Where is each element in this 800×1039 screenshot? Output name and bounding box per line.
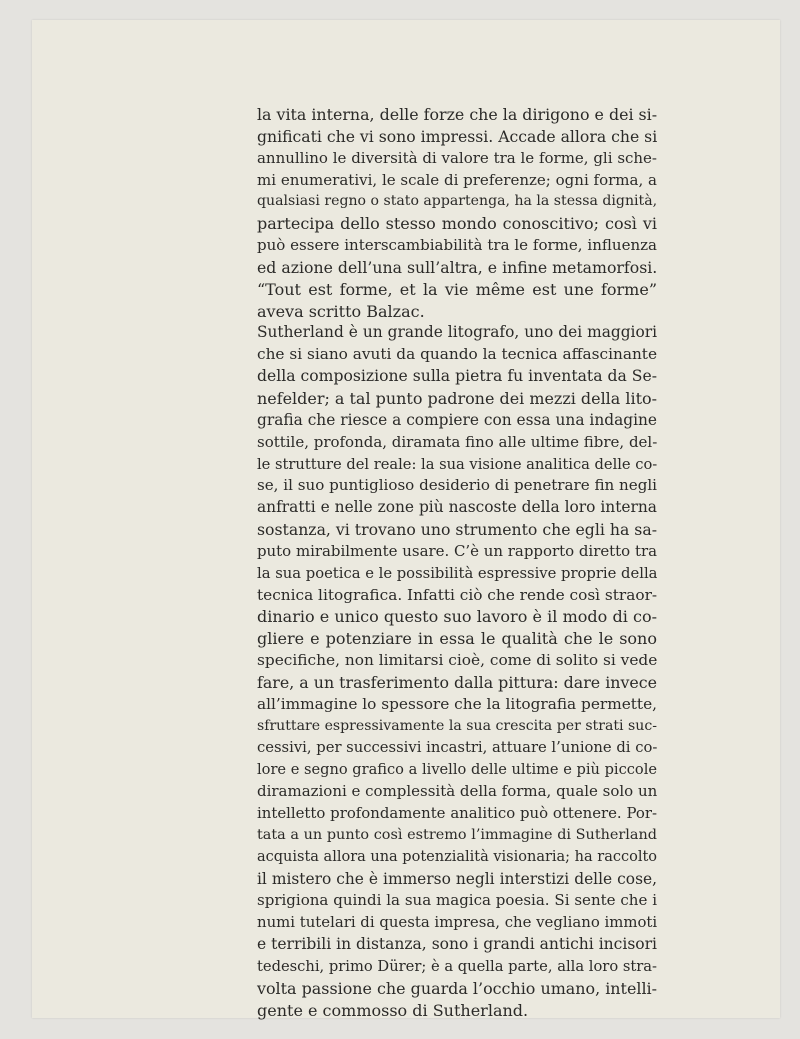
text-line: specifiche, non limitarsi cioè, come di solito si vede	[257, 651, 658, 670]
text-line: dinario e unico questo suo lavoro è il modo di co-	[257, 607, 657, 627]
text-line: tedeschi, primo Dürer; è a quella parte, alla loro stra-	[257, 957, 657, 975]
text-line: gente e commosso di Sutherland.	[257, 1000, 529, 1020]
text-line: e terribili in distanza, sono i grandi antichi incisori	[257, 935, 657, 954]
text-line: sprigiona quindi la sua magica poesia. Si sente che i	[257, 891, 657, 910]
text-line: “Tout est forme, et la vie même est une forme”	[257, 279, 657, 299]
text-line: se, il suo puntiglioso desiderio di penetrare fin negli	[257, 476, 657, 495]
text-line: all’immagine lo spessore che la litografia permette,	[257, 694, 657, 713]
text-line: tata a un punto così estremo l’immagine di Sutherland	[257, 826, 657, 843]
text-line: mi enumerativi, le scale di preferenze; ogni forma, a	[257, 170, 657, 189]
text-line: sostanza, vi trovano uno strumento che egli ha sa-	[257, 520, 658, 540]
text-line: annullino le diversità di valore tra le forme, gli sche-	[257, 148, 657, 167]
text-line: diramazioni e complessità della forma, quale solo un	[257, 782, 658, 801]
text-line: lore e segno grafico a livello delle ultime e più piccole	[257, 761, 657, 779]
text-line: ed azione dell’una sull’altra, e infine metamorfosi.	[257, 257, 658, 277]
text-line: tecnica litografica. Infatti ciò che rende così straor-	[257, 585, 658, 604]
paper-sheet	[32, 20, 780, 1018]
text-line: nefelder; a tal punto padrone dei mezzi della lito-	[257, 388, 657, 408]
text-line: Sutherland è un grande litografo, uno dei maggiori	[257, 323, 657, 342]
text-line: anfratti e nelle zone più nascoste della loro interna	[257, 498, 657, 517]
text-line: grafia che riesce a compiere con essa una indagine	[257, 410, 657, 429]
text-line: che si siano avuti da quando la tecnica affascinante	[257, 345, 657, 364]
text-line: partecipa dello stesso mondo conoscitivo; così vi	[257, 214, 657, 234]
text-line: le strutture del reale: la sua visione analitica delle co-	[257, 455, 658, 473]
text-line: cessivi, per successivi incastri, attuare l’unione di co-	[257, 739, 658, 757]
text-line: il mistero che è immerso negli interstizi delle cose,	[257, 869, 657, 888]
body-text	[257, 104, 657, 1021]
text-line: può essere interscambiabilità tra le forme, influenza	[257, 236, 657, 255]
text-line: aveva scritto Balzac.	[257, 301, 425, 321]
text-line: sottile, profonda, diramata fino alle ultime fibre, del-	[257, 432, 658, 451]
text-line: la vita interna, delle forze che la dirigono e dei si-	[257, 105, 658, 124]
text-line: intelletto profondamente analitico può ottenere. Por-	[257, 804, 657, 822]
text-line: fare, a un trasferimento dalla pittura: dare invece	[257, 672, 657, 692]
text-line: della composizione sulla pietra fu inventata da Se-	[257, 367, 657, 386]
text-line: gnificati che vi sono impressi. Accade allora che si	[257, 126, 658, 146]
text-line: volta passione che guarda l’occhio umano, intelli-	[257, 978, 657, 998]
text-line: numi tutelari di questa impresa, che vegliano immoti	[257, 913, 658, 932]
text-line: la sua poetica e le possibilità espressive proprie della	[257, 564, 658, 582]
text-line: gliere e potenziare in essa le qualità che le sono	[257, 629, 657, 649]
text-line: acquista allora una potenzialità visionaria; ha raccolto	[257, 848, 658, 865]
text-line: sfruttare espressivamente la sua crescita per strati suc-	[257, 717, 657, 734]
text-line: qualsiasi regno o stato appartenga, ha la stessa dignità,	[257, 193, 658, 210]
text-line: puto mirabilmente usare. C’è un rapporto diretto tra	[257, 541, 657, 560]
